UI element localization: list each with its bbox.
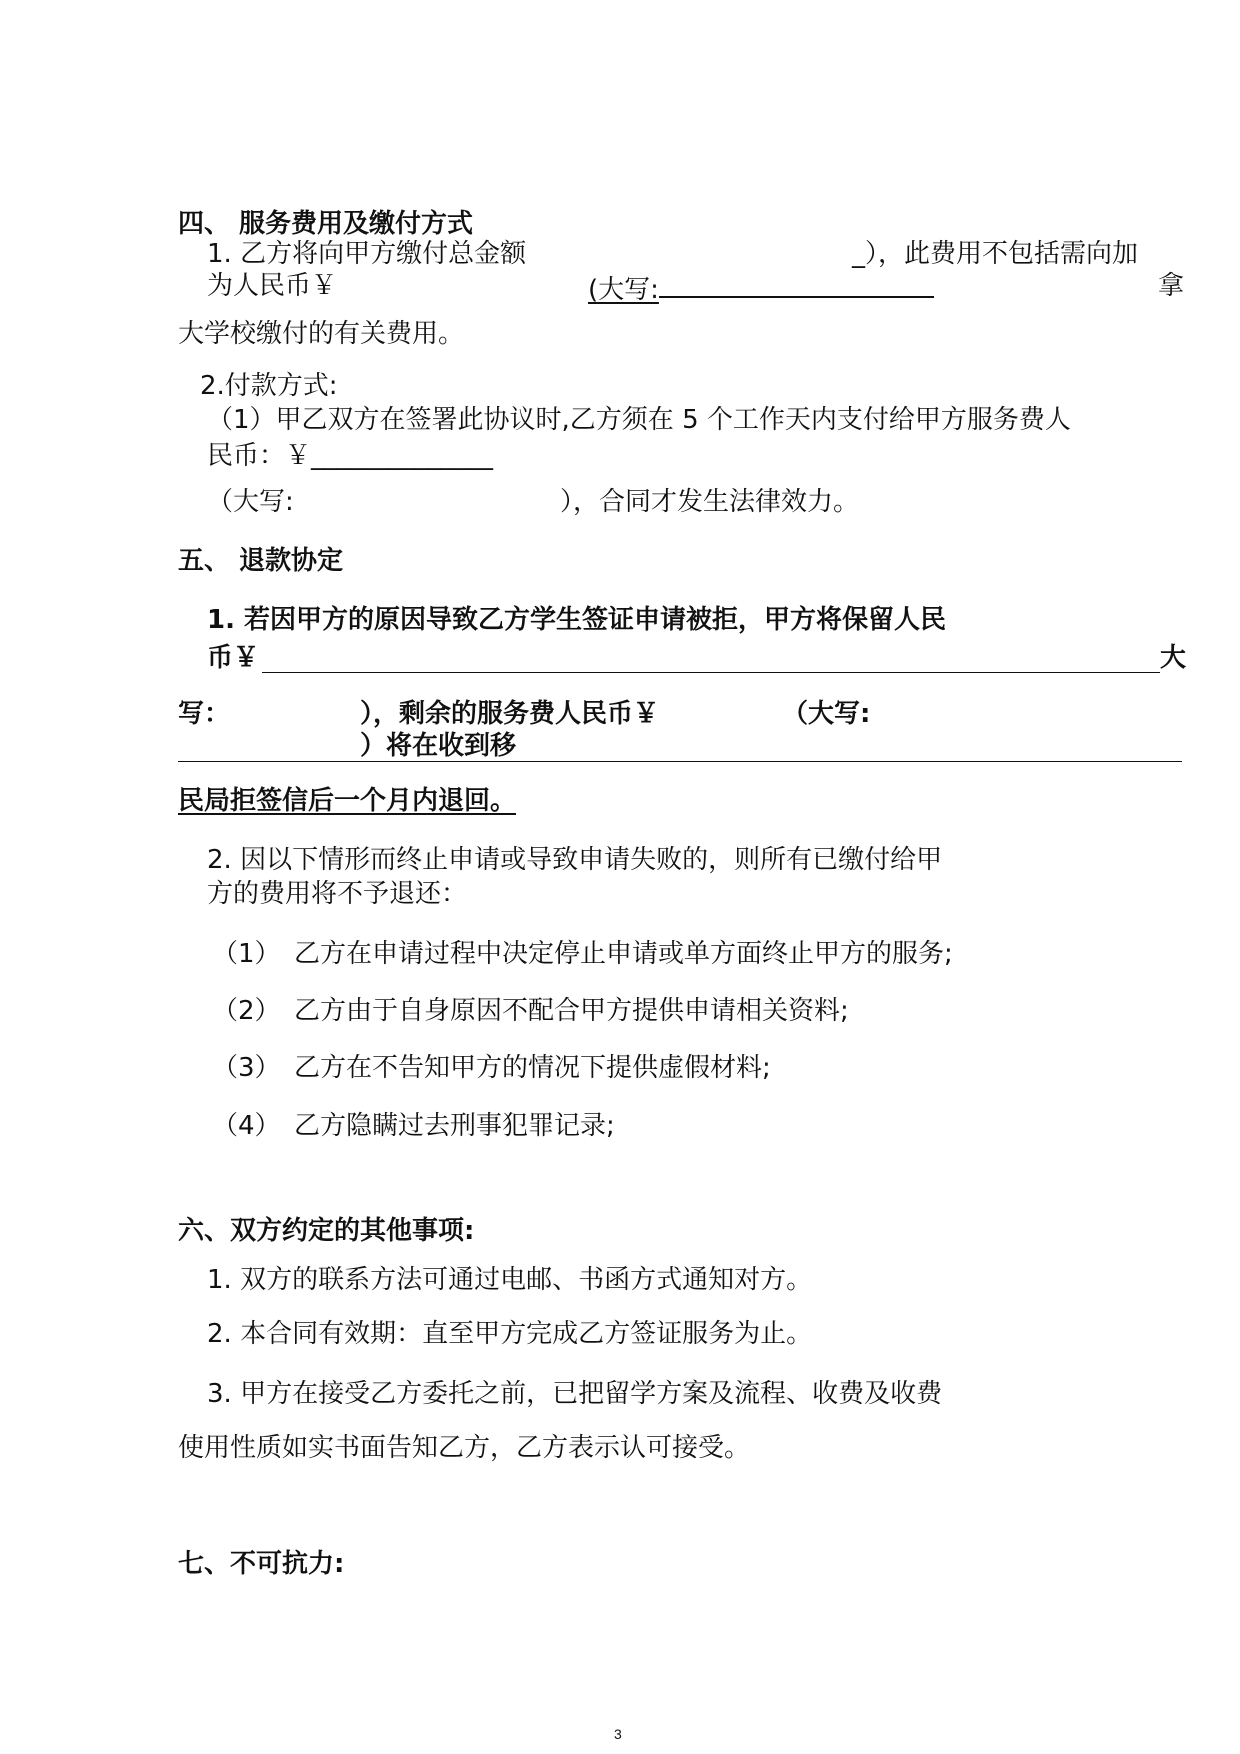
section-7-heading: 七、不可抗力: bbox=[178, 1549, 345, 1579]
s4-p1-line3: 大学校缴付的有关费用。 bbox=[178, 319, 465, 349]
s5-item-2-text: 乙方由于自身原因不配合甲方提供申请相关资料; bbox=[294, 996, 849, 1026]
s4-p2-item1-line3-a: （大写: bbox=[207, 487, 294, 517]
s5-p1-line2-a: 币￥ bbox=[207, 643, 260, 673]
s4-p1-line1-a: 1. 乙方将向甲方缴付总金额 bbox=[207, 239, 527, 269]
s5-p2-line1: 2. 因以下情形而终止申请或导致申请失败的，则所有已缴付给甲 bbox=[207, 845, 943, 875]
page-number: 3 bbox=[614, 1726, 622, 1742]
s5-item-1-text: 乙方在申请过程中决定停止申请或单方面终止甲方的服务; bbox=[294, 939, 953, 969]
capital-amount-blank bbox=[659, 270, 934, 298]
s5-p1-line3-a: 写： bbox=[178, 699, 231, 729]
s5-p1-line3-c: （大写: bbox=[782, 699, 871, 729]
section-4-heading: 四、 服务费用及缴付方式 bbox=[178, 209, 474, 239]
s5-p1-line3-b: ），剩余的服务费人民币￥ bbox=[360, 699, 660, 729]
s5-item-4-text: 乙方隐瞒过去刑事犯罪记录; bbox=[294, 1111, 615, 1141]
capital-amount-label: (大写: bbox=[588, 275, 659, 305]
s6-p3-line1: 3. 甲方在接受乙方委托之前，已把留学方案及流程、收费及收费 bbox=[207, 1379, 943, 1409]
refund-amount-blank bbox=[262, 672, 1160, 673]
s4-p1-line2-a: 为人民币￥ bbox=[207, 271, 338, 301]
s5-p1-line1: 1. 若因甲方的原因导致乙方学生签证申请被拒，甲方将保留人民 bbox=[207, 605, 947, 635]
s4-p2-item1-line3-b: ），合同才发生法律效力。 bbox=[560, 487, 860, 517]
s5-p1-line2-b: 大 bbox=[1160, 643, 1187, 673]
s5-item-3-text: 乙方在不告知甲方的情况下提供虚假材料; bbox=[294, 1053, 771, 1083]
s6-p3-line2: 使用性质如实书面告知乙方，乙方表示认可接受。 bbox=[178, 1433, 751, 1463]
section-6-heading: 六、双方约定的其他事项: bbox=[178, 1216, 475, 1246]
s4-p2-item1-line2: 民币：￥______________ bbox=[207, 441, 494, 471]
s5-p1-line4: ）将在收到移 bbox=[360, 731, 517, 761]
s6-p1: 1. 双方的联系方法可通过电邮、书函方式通知对方。 bbox=[207, 1265, 813, 1295]
s4-p2-item1-line1: （1）甲乙双方在签署此协议时,乙方须在 5 个工作天内支付给甲方服务费人 bbox=[207, 405, 1071, 435]
s5-p1-line5: 民局拒签信后一个月内退回。 bbox=[178, 786, 517, 816]
s5-item-4-num: （4） bbox=[212, 1111, 281, 1141]
s4-p1-line2-b bbox=[588, 270, 934, 306]
s4-p2-label: 2.付款方式: bbox=[200, 371, 338, 401]
s4-p1-line1-b: _），此费用不包括需向加 bbox=[852, 239, 1139, 269]
s5-p2-line2: 方的费用将不予退还： bbox=[207, 879, 468, 909]
section-5-heading: 五、 退款协定 bbox=[178, 546, 344, 576]
s5-item-3-num: （3） bbox=[212, 1053, 281, 1083]
refund-rule-divider bbox=[178, 761, 1182, 762]
s4-p1-line2-c: 拿 bbox=[1158, 271, 1185, 301]
s6-p2: 2. 本合同有效期：直至甲方完成乙方签证服务为止。 bbox=[207, 1319, 813, 1349]
s5-item-1-num: （1） bbox=[212, 939, 281, 969]
s5-item-2-num: （2） bbox=[212, 996, 281, 1026]
